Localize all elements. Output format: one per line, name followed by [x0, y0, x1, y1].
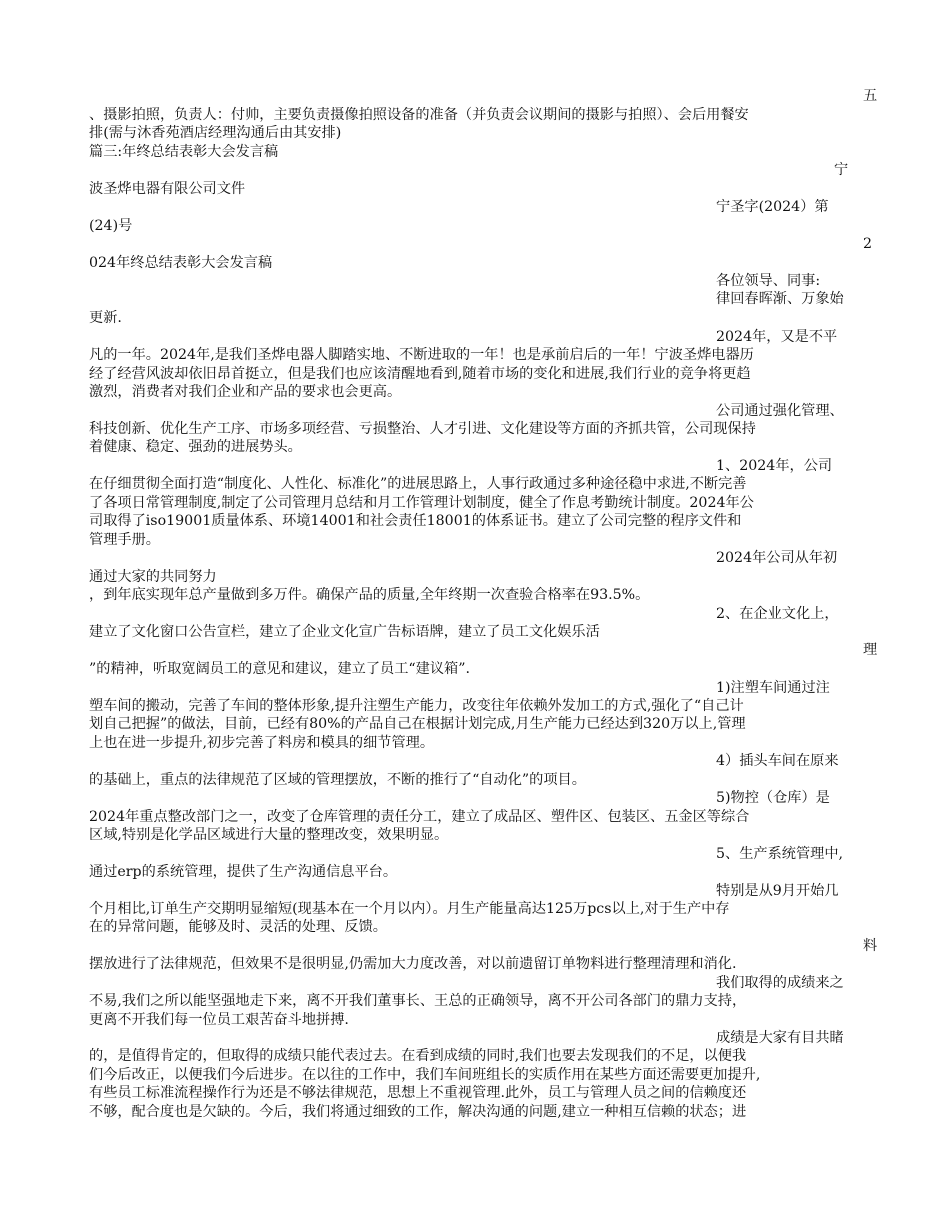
text-line: 理 [863, 642, 878, 658]
text-line: 有些员工标准流程操作行为还是不够法律规范，思想上不重视管理.此外，员工与管理人员之间的信赖度还 [89, 1085, 747, 1101]
text-line: 我们取得的成绩来之 [716, 975, 844, 991]
text-line: 2024年公司从年初 [716, 550, 838, 566]
text-line: 摆放进行了法律规范，但效果不是很明显,仍需加大力度改善，对以前遗留订单物料进行整理清理和消化. [89, 956, 737, 972]
text-line: 1)注塑车间通过注 [716, 680, 830, 696]
text-line: 2、在企业文化上， [716, 606, 839, 622]
text-line: 不够，配合度也是欠缺的。今后，我们将通过细致的工作，解决沟通的问题,建立一种相互信赖的状态；进 [89, 1104, 747, 1120]
text-line: 凡的一年。2024年,是我们圣烨电器人脚踏实地、不断进取的一年！也是承前启后的一年！宁波圣烨电器历 [89, 347, 754, 363]
text-line: 了各项日常管理制度,制定了公司管理月总结和月工作管理计划制度，健全了作息考勤统计制度。2024年公 [89, 495, 754, 511]
text-line: 着健康、稳定、强劲的进展势头。 [89, 439, 302, 455]
text-line: 上也在进一步提升,初步完善了料房和模具的细节管理。 [89, 735, 435, 751]
text-line: 区域,特别是化学品区域进行大量的整理改变，效果明显。 [89, 827, 449, 843]
text-line: 律回春晖渐、万象始 [716, 291, 844, 307]
text-line: 在仔细贯彻全面打造“制度化、人性化、标准化”的进展思路上，人事行政通过多种途径稳中求进,不断完善 [89, 476, 747, 492]
text-line: 2024年重点整改部门之一，改变了仓库管理的责任分工，建立了成品区、塑件区、包装区、五金区等综合 [89, 809, 750, 825]
text-line: 塑车间的搬动，完善了车间的整体形象,提升注塑生产能力，改变往年依赖外发加工的方式,强化了“自己计 [89, 698, 744, 714]
text-line: 科技创新、优化生产工序、市场多项经营、亏损整治、人才引进、文化建设等方面的齐抓共管，公司现保持 [89, 421, 756, 437]
text-line: 不易,我们之所以能坚强地走下来，离不开我们董事长、王总的正确领导，离不开公司各部门的鼎力支持， [89, 993, 747, 1009]
salutation: 各位领导、同事: [716, 273, 821, 289]
text-line: 2 [863, 236, 873, 252]
text-line: 激烈，消费者对我们企业和产品的要求也会更高。 [89, 384, 402, 400]
text-line: 宁 [834, 162, 849, 178]
text-line: 们今后改正，以便我们今后进步。在以往的工作中，我们车间班组长的实质作用在某些方面还需要更加提升, [89, 1067, 761, 1083]
text-line: 4）插头车间在原来 [716, 753, 839, 769]
text-line: 在的异常问题，能够及时、灵活的处理、反馈。 [89, 919, 387, 935]
text-line: 、摄影拍照，负责人：付帅，主要负责摄像拍照设备的准备（并负责会议期间的摄影与拍照）、会后用餐安 [89, 107, 749, 123]
text-line: 经了经营风波却依旧昂首挺立，但是我们也应该清醒地看到,随着市场的变化和进展,我们行业的竞争将更趋 [89, 366, 751, 382]
text-line: 特别是从9月开始几 [716, 883, 839, 899]
text-line: 的，是值得肯定的，但取得的成绩只能代表过去。在看到成绩的同时,我们也要去发现我们的不足，以便我 [89, 1048, 747, 1064]
text-line: 通过大家的共同努力 [89, 569, 217, 585]
text-line: 5)物控（仓库）是 [716, 790, 830, 806]
text-line: 排(需与沐香苑酒店经理沟通后由其安排) [89, 125, 342, 141]
text-line: 公司通过强化管理、 [716, 403, 844, 419]
text-line: 2024年，又是不平 [716, 329, 838, 345]
speech-title: 024年终总结表彰大会发言稿 [89, 255, 273, 271]
section-heading: 篇三:年终总结表彰大会发言稿 [89, 144, 279, 160]
text-line: 建立了文化窗口公告宣栏，建立了企业文化宣广告标语牌，建立了员工文化娱乐活 [89, 624, 600, 640]
text-line: ，到年底实现年总产量做到多万件。确保产品的质量,全年终期一次查验合格率在93.5%。 [89, 587, 650, 603]
text-line: 划自己把握”的做法，目前，已经有80%的产品自己在根据计划完成,月生产能力已经达到320万以上,管理 [89, 716, 746, 732]
text-line: 五 [863, 88, 878, 104]
text-line: 1、2024年，公司 [716, 458, 833, 474]
company-name: 波圣烨电器有限公司文件 [89, 181, 246, 197]
text-line: 通过erp的系统管理，提供了生产沟通信息平台。 [89, 864, 398, 880]
document-number: 宁圣字(2024）第 [716, 199, 829, 215]
document-number-suffix: (24)号 [89, 218, 133, 234]
text-line: 5、生产系统管理中, [716, 846, 844, 862]
text-line: 司取得了iso19001质量体系、环境14001和社会责任18001的体系证书。建立了公司完整的程序文件和 [89, 513, 742, 529]
text-line: 成绩是大家有目共睹 [716, 1030, 844, 1046]
text-line: 料 [863, 938, 878, 954]
text-line: 管理手册。 [89, 532, 160, 548]
text-line: 的基础上，重点的法律规范了区域的管理摆放，不断的推行了“自动化”的项目。 [89, 772, 586, 788]
text-line: 个月相比,订单生产交期明显缩短(现基本在一个月以内）。月生产能量高达125万pcs以上,对于生产中存 [89, 901, 730, 917]
text-line: 更离不开我们每一位员工艰苦奋斗地拼搏. [89, 1012, 349, 1028]
text-line: 更新. [89, 310, 122, 326]
text-line: ”的精神，听取宽阔员工的意见和建议，建立了员工“建议箱”. [89, 661, 470, 677]
